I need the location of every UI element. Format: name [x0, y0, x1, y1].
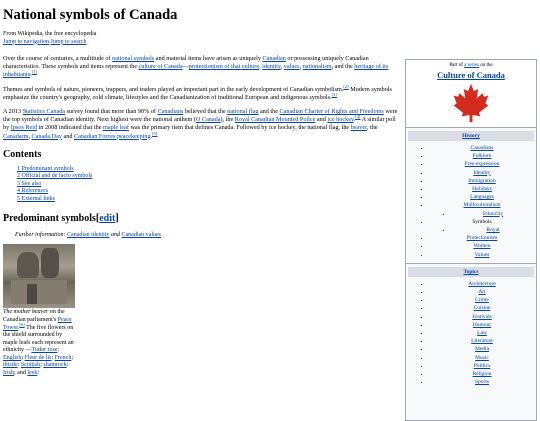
inline-link[interactable]: beaver	[350, 124, 367, 132]
citation-link[interactable]: [2]	[343, 83, 349, 89]
text-run: ;	[71, 354, 74, 361]
text-run: Over the course of centuries, a multitude of	[3, 55, 113, 62]
inline-link[interactable]: Statistics Canada	[22, 108, 66, 116]
list-item: • Festivals	[430, 313, 534, 321]
list-item: • Women	[430, 242, 534, 250]
history-heading[interactable]: History	[462, 133, 480, 139]
text-run: —	[182, 63, 189, 71]
further-link-identity[interactable]: Canadian identity	[67, 232, 110, 239]
list-item: • Humour	[430, 321, 534, 329]
text-run: ,	[259, 63, 263, 71]
inline-link[interactable]: ice hockey	[327, 116, 354, 124]
list-item: • Cuisine	[430, 304, 534, 312]
citation-link[interactable]: [1]	[31, 69, 37, 75]
citation-link[interactable]: [5]	[152, 130, 158, 136]
text-run: was the primary item that defines Canada. Followed by ice hockey, the national flag, the	[128, 124, 351, 132]
inline-link[interactable]: thistle	[3, 362, 18, 369]
list-item: • Crime	[430, 296, 534, 304]
list-item: • Protectionism	[430, 234, 534, 242]
inline-link[interactable]: Canadian	[262, 55, 286, 62]
text-run: A 2013	[3, 108, 23, 116]
tagline: From Wikipedia, the free encyclopedia	[3, 31, 97, 37]
text-run: The five flowers on the shield surrounded by maple leafs each represent an ethnicity —	[3, 324, 74, 354]
text-run: The mother beaver	[3, 309, 49, 316]
intro-paragraph	[3, 55, 401, 80]
topics-heading[interactable]: Topics	[463, 268, 479, 275]
page-title: National symbols of Canada	[3, 7, 178, 23]
inline-link[interactable]: values	[283, 63, 300, 71]
infobox-header	[406, 60, 536, 128]
jump-to-navigation-link[interactable]: Jump to navigation	[3, 38, 49, 45]
inline-link[interactable]: heritage of its inhabitants	[3, 63, 389, 79]
section-title: Predominant symbols	[3, 213, 96, 225]
inline-link[interactable]: identity	[262, 63, 281, 71]
list-item: • Law	[430, 329, 534, 337]
list-item: • Sports	[430, 378, 534, 386]
part-of-series: Part of a series on the	[449, 63, 493, 68]
inline-link[interactable]: maple leaf	[103, 124, 129, 132]
list-item: • Free expression	[430, 160, 534, 168]
inline-link[interactable]: Peace Tower	[3, 316, 72, 331]
toc-link[interactable]: 4 References	[17, 188, 49, 195]
inline-link[interactable]: protectionism of that culture	[188, 63, 260, 71]
toc-item	[17, 188, 401, 196]
text-run: A similar poll by	[3, 116, 396, 132]
list-item: • Immigration	[430, 177, 534, 185]
text-run: were the top symbols of Canadian identity. Next highest were the national anthem (	[3, 108, 398, 124]
text-run: :	[57, 347, 60, 354]
infobox-history-section	[406, 128, 536, 264]
text-run: .	[353, 116, 356, 124]
article-body	[3, 55, 401, 378]
toc-link[interactable]: 2 Official and de facto symbols	[17, 173, 93, 180]
inline-link[interactable]: Canadians	[157, 108, 184, 116]
list-item: • Symbols • Royal	[430, 218, 534, 234]
list-item: • Values	[430, 251, 534, 259]
citation-link[interactable]: [4]	[355, 114, 361, 120]
list-item: • Folklore	[430, 152, 534, 160]
text-run: Modern symbols emphasize the country's geography, cold climate, lifestyles and the Canadianization of traditional European and indigenous symbols.	[3, 85, 392, 101]
list-item: • Art	[430, 288, 534, 296]
toc-item	[17, 181, 401, 189]
list-item: • Media	[430, 345, 534, 353]
series-link[interactable]: a series	[464, 63, 479, 68]
list-item: • Canadians	[430, 144, 534, 152]
inline-link[interactable]: Fleur de lis	[24, 354, 52, 361]
inline-link[interactable]: Canada Day	[31, 132, 62, 140]
text-run: in 2008 indicated that the	[37, 124, 104, 132]
text-run: on the Canadian parliament's	[3, 309, 65, 323]
citation-link[interactable]: [6]	[19, 321, 25, 327]
history-list	[408, 144, 534, 259]
inline-link[interactable]: national flag	[227, 108, 259, 116]
text-run: believed that the	[183, 108, 228, 116]
further-link-values[interactable]: Canadian values	[121, 232, 161, 239]
section-heading: Predominant symbols[edit]	[3, 213, 119, 225]
jump-to-search-link[interactable]: Jump to search	[50, 38, 87, 45]
inline-link[interactable]: Scottish	[20, 362, 41, 369]
text-run: and the	[258, 108, 280, 116]
inline-link[interactable]: French	[54, 354, 72, 361]
text-run: .	[17, 324, 20, 331]
image-caption	[3, 309, 75, 377]
toc-link[interactable]: 1 Predominant symbols	[17, 165, 74, 172]
text-run: ;	[40, 362, 44, 369]
text-run: :	[17, 362, 21, 369]
themes-paragraph	[3, 83, 401, 102]
text-run: :	[37, 370, 40, 377]
list-item: • Architecture	[430, 280, 534, 288]
list-item: • Music	[430, 354, 534, 362]
list-item: • Religion	[430, 370, 534, 378]
inline-link[interactable]: shamrock	[43, 362, 67, 369]
text-run: ;	[21, 354, 25, 361]
inline-link[interactable]: leek	[27, 370, 38, 377]
survey-paragraph	[3, 108, 401, 141]
inline-link[interactable]: Tudor rose	[31, 347, 58, 354]
infobox-title[interactable]: Culture of Canada	[437, 70, 505, 80]
topics-list	[408, 280, 534, 387]
inline-link[interactable]: Ipsos Reid	[10, 124, 38, 132]
inline-link[interactable]: Canadian Charter of Rights and Freedoms	[279, 108, 384, 116]
toc-heading: Contents	[3, 148, 42, 160]
text-run: .	[150, 132, 153, 140]
citation-link[interactable]: [3]	[331, 91, 337, 97]
maple-leaf-icon	[453, 83, 489, 123]
list-item: • Literature	[430, 337, 534, 345]
jump-links	[3, 39, 538, 47]
toc-item	[17, 196, 401, 204]
inline-link[interactable]: culture of Canada	[138, 63, 183, 71]
table-of-contents	[17, 166, 401, 204]
text-run: .	[30, 71, 32, 79]
inline-link[interactable]: Royal Canadian Mounted Police	[234, 116, 316, 124]
text-run: Themes and symbols of nature, pioneers, trappers, and traders played an important part in the early development of Canadian symbolism.	[3, 85, 344, 93]
list-item: • Ethnicity	[452, 210, 534, 218]
list-item: • Royal	[452, 226, 534, 234]
text-run: , the	[366, 124, 378, 132]
culture-infobox	[405, 59, 537, 421]
text-run: :	[51, 354, 55, 361]
inline-link[interactable]: English	[3, 354, 22, 361]
text-run: ), the	[220, 116, 235, 124]
inline-link[interactable]: Canadian Forces peacekeeping	[73, 132, 151, 140]
infobox-topics-section	[406, 264, 536, 391]
text-run: and	[61, 132, 74, 140]
text-run: ,	[280, 63, 284, 71]
list-item: • Languages	[430, 193, 534, 201]
text-run: ,	[28, 132, 32, 140]
further-information: Further information: Canadian identity and Canadian values	[15, 232, 161, 239]
list-item: • Multiculturalism • Ethnicity	[430, 201, 534, 217]
edit-link[interactable]: edit	[99, 213, 116, 225]
beaver-carving-photo[interactable]	[3, 244, 75, 308]
text-run: or possessing uniquely Canadian characteristics. These symbols and items represent the	[3, 55, 369, 71]
text-run: and material items have arisen as uniquely	[154, 55, 263, 62]
text-run: , and the	[331, 63, 355, 71]
inline-link[interactable]: Irish	[3, 370, 14, 377]
list-item: • Identity	[430, 169, 534, 177]
inline-link[interactable]: Canadarm	[3, 132, 29, 140]
thumbnail	[3, 244, 75, 377]
inline-link[interactable]: national symbols	[112, 55, 155, 62]
toc-link[interactable]: 5 External links	[17, 195, 55, 202]
text-run: survey found that more than 90% of	[65, 108, 158, 116]
inline-link[interactable]: O Canada	[195, 116, 221, 124]
text-run: ,	[299, 63, 303, 71]
text-run: ; and	[14, 370, 28, 377]
toc-link[interactable]: 3 See also	[17, 180, 42, 187]
text-run: and	[315, 116, 328, 124]
list-item: • Holidays	[430, 185, 534, 193]
text-run: :	[66, 362, 69, 369]
inline-link[interactable]: nationalism	[302, 63, 332, 71]
list-item: • Politics	[430, 362, 534, 370]
toc-item	[17, 173, 401, 181]
